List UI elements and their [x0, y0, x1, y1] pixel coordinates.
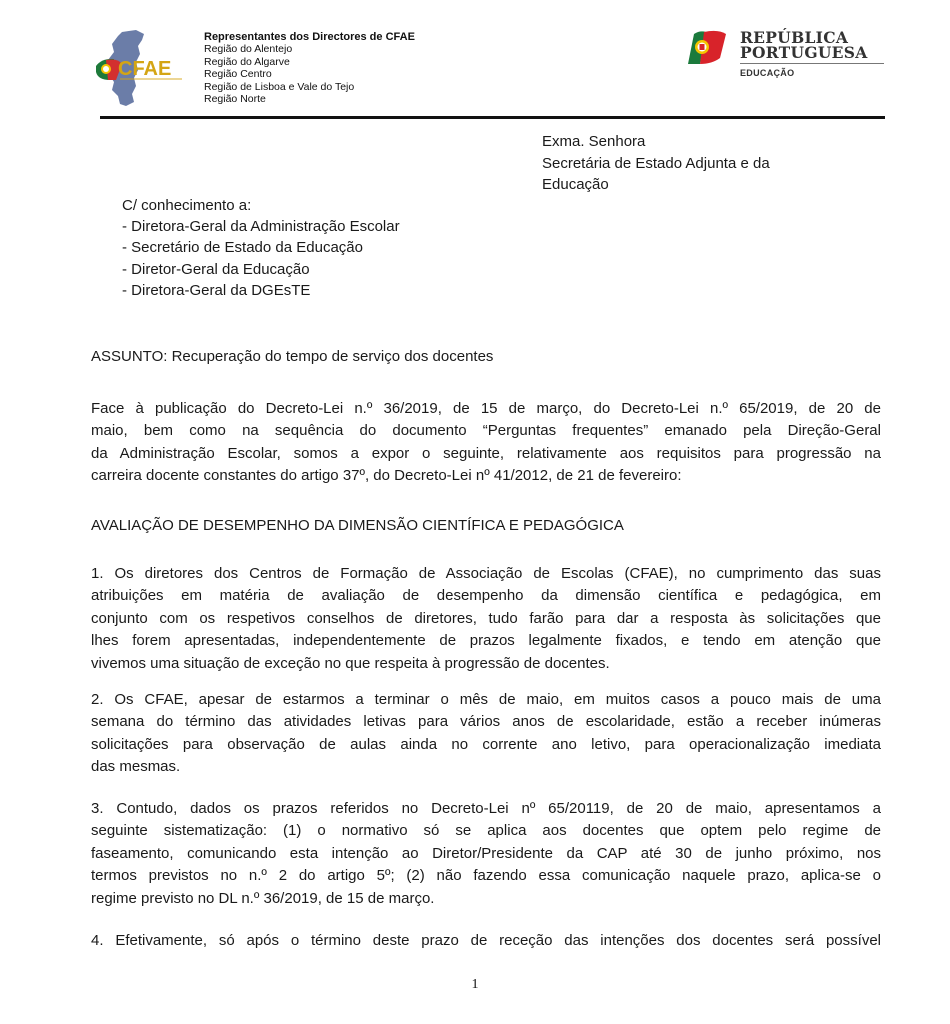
region-item: Região Norte [204, 93, 266, 106]
cfae-header [204, 31, 415, 105]
addressee-line: Educação [542, 176, 609, 194]
region-item: Região Centro [204, 68, 272, 81]
addressee-line: Secretária de Estado Adjunta e da [542, 154, 770, 172]
subject-line: ASSUNTO: Recuperação do tempo de serviço dos docentes [91, 348, 494, 365]
rp-line2: PORTUGUESA [740, 43, 868, 62]
cc-item: - Secretário de Estado da Educação [122, 239, 363, 257]
paragraph-line: termos previstos no n.º 2 do artigo 5º; (2) não fazendo essa comunicação naquele prazo, aplica-se o [91, 867, 881, 885]
header-divider [100, 116, 885, 119]
paragraph-line: atribuições em matéria de avaliação de desempenho da dimensão científica e pedagógica, em [91, 587, 881, 605]
addressee-block [542, 131, 842, 196]
paragraph-4 [91, 930, 881, 952]
rp-divider [740, 63, 884, 64]
paragraph-line: 1. Os diretores dos Centros de Formação de Associação de Escolas (CFAE), no cumprimento das suas [91, 565, 881, 582]
region-item: Região do Algarve [204, 55, 290, 68]
section-heading: AVALIAÇÃO DE DESEMPENHO DA DIMENSÃO CIENTÍFICA E PEDAGÓGICA [91, 517, 624, 534]
paragraph-1 [91, 563, 881, 675]
rp-subtitle: EDUCAÇÃO [740, 68, 795, 78]
cfae-title: Representantes dos Directores de CFAE [204, 31, 415, 43]
region-item: Região do Alentejo [204, 43, 293, 56]
republic-emblem-icon [686, 30, 728, 66]
paragraph-line: 4. Efetivamente, só após o término deste prazo de receção das intenções dos docentes será possível [91, 932, 881, 949]
cc-item: - Diretora-Geral da DGEsTE [122, 281, 311, 299]
paragraph-line: solicitações para observação de aulas ainda no corrente ano letivo, para operacionalização imediata [91, 735, 881, 753]
paragraph-line: faseamento, comunicando esta intenção ao Diretor/Presidente da CAP até 30 de junho próximo, nos [91, 844, 881, 862]
republica-portuguesa-name [740, 30, 868, 60]
paragraph-line: maio, bem como na sequência do documento “Perguntas frequentes” emanado pela Direção-Geral [91, 422, 881, 440]
paragraph-3 [91, 798, 881, 910]
region-item: Região de Lisboa e Vale do Tejo [204, 80, 355, 93]
paragraph-line: carreira docente constantes do artigo 37º, do Decreto-Lei nº 41/2012, de 21 de fevereiro: [91, 467, 682, 485]
paragraph-line: regime previsto no DL n.º 36/2019, de 15 de março. [91, 889, 435, 907]
paragraph-line: seguinte sistematização: (1) o normativo só se aplica aos docentes que optem pelo regime de [91, 822, 881, 840]
intro-paragraph [91, 398, 881, 488]
cc-item: - Diretor-Geral da Educação [122, 260, 310, 278]
cc-block [122, 195, 522, 301]
paragraph-2 [91, 689, 881, 779]
paragraph-line: conjunto com os respetivos conselhos de diretores, tudo farão para dar a resposta às solicitações que [91, 609, 881, 627]
page-number: 1 [471, 977, 479, 992]
cfae-logo-text: CFAE [118, 58, 172, 80]
rp-line1: REPÚBLICA [740, 28, 849, 47]
paragraph-line: da Administração Escolar, somos a expor o seguinte, relativamente aos requisitos para progressão na [91, 444, 881, 462]
cc-item: - Diretora-Geral da Administração Escolar [122, 218, 400, 236]
cc-label: C/ conhecimento a: [122, 197, 252, 214]
paragraph-line: 3. Contudo, dados os prazos referidos no Decreto-Lei nº 65/20119, de 20 de maio, apresentamos a [91, 800, 881, 817]
paragraph-line: lhes forem apresentadas, independentemente de prazos legalmente fixados, e tendo em atenção que [91, 632, 881, 650]
republica-portuguesa-logo [686, 30, 886, 82]
cfae-logo [92, 28, 202, 108]
paragraph-line: vivemos uma situação de exceção no que respeita à progressão de docentes. [91, 654, 610, 672]
addressee-salutation: Exma. Senhora [542, 133, 646, 150]
paragraph-line: das mesmas. [91, 758, 181, 776]
paragraph-line: Face à publicação do Decreto-Lei n.º 36/2019, de 15 de março, do Decreto-Lei n.º 65/2019, de 20 de [91, 400, 881, 417]
paragraph-line: semana do término das atividades letivas para vários anos de escolaridade, estão a receber inúmeras [91, 713, 881, 731]
paragraph-line: 2. Os CFAE, apesar de estarmos a terminar o mês de maio, em muitos casos a pouco mais de uma [91, 691, 881, 708]
